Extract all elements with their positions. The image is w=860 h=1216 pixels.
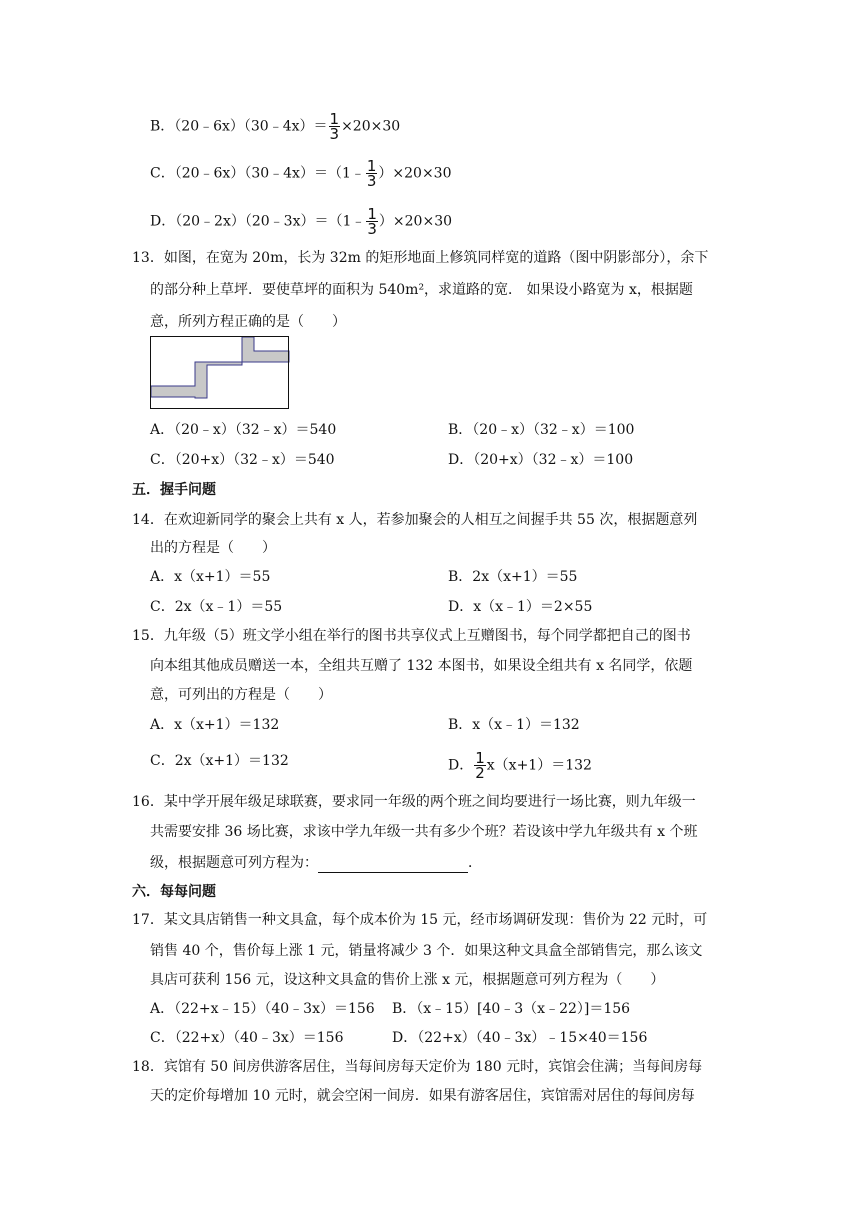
q15-option-c: C．2x（x+1）＝132 <box>150 753 289 769</box>
q18-line-1: 18．宾馆有 50 间房供游客居住，当每间房每天定价为 180 元时，宾馆会住满；当每间房每 <box>132 1059 703 1075</box>
q15-option-a: A．x（x+1）＝132 <box>150 717 280 733</box>
q17-option-b: B．（x﹣15）[40﹣3（x﹣22）]＝156 <box>392 1001 631 1017</box>
section-title-6: 六．每每问题 <box>132 884 216 900</box>
q12-option-c: C．（20﹣6x）（30﹣4x）＝（1﹣ $\frac{1}{3}$ ）×20×30 <box>150 157 452 190</box>
q12-option-b: B．（20﹣6x）（30﹣4x）＝ $\frac{1}{3}$ ×20×30 <box>150 110 401 143</box>
q13-option-b: B．（20﹣x）（32﹣x）＝100 <box>448 422 635 438</box>
q13-option-c: C．（20+x）（32﹣x）＝540 <box>150 452 335 468</box>
road-diagram <box>150 336 292 412</box>
q12-option-d: D．（20﹣2x）（20﹣3x）＝（1﹣ $\frac{1}{3}$ ）×20×30 <box>150 205 453 238</box>
section-title-5: 五．握手问题 <box>132 482 216 498</box>
q13-line-3: 意，所列方程正确的是（ ） <box>150 314 346 330</box>
fraction: $\frac{1}{3}$ <box>366 157 377 190</box>
q17-line-2: 销售 40 个，售价每上涨 1 元，销量将减少 3 个．如果这种文具盒全部销售完，那么该文 <box>150 943 703 959</box>
q14-option-d: D．x（x﹣1）＝2×55 <box>448 599 593 615</box>
q14-option-c: C．2x（x﹣1）＝55 <box>150 599 283 615</box>
q15-line-1: 15．九年级（5）班文学小组在举行的图书共享仪式上互赠图书，每个同学都把自己的图书 <box>132 628 691 644</box>
fraction: $\frac{1}{2}$ <box>475 749 485 782</box>
q15-line-2: 向本组其他成员赠送一本，全组共互赠了 132 本图书，如果设全组共有 x 名同学，依题 <box>150 658 693 674</box>
q15-line-3: 意，可列出的方程是（ ） <box>150 687 332 703</box>
q14-line-2: 出的方程是（ ） <box>150 540 276 556</box>
q15-option-d: D． $\frac{1}{2}$ x（x+1）＝132 <box>448 749 592 782</box>
q16-line-1: 16．某中学开展年级足球联赛，要求同一年级的两个班之间均要进行一场比赛，则九年级一 <box>132 794 696 810</box>
q17-line-3: 具店可获利 156 元，设这种文具盒的售价上涨 x 元，根据题意可列方程为（ ） <box>150 972 665 988</box>
q17-line-1: 17．某文具店销售一种文具盒，每个成本价为 15 元，经市场调研发现：售价为 22 元时，可 <box>132 912 708 928</box>
q17-option-a: A．（22+x﹣15）（40﹣3x）＝156 <box>150 1001 375 1017</box>
q16-line-3: 级，根据题意可列方程为： ． <box>150 855 482 871</box>
field-rectangle <box>151 337 289 409</box>
q14-option-b: B．2x（x+1）＝55 <box>448 569 578 585</box>
q14-line-1: 14．在欢迎新同学的聚会上共有 x 人，若参加聚会的人相互之间握手共 55 次，根据题意列 <box>132 512 698 528</box>
q16-line-2: 共需要安排 36 场比赛，求该中学九年级一共有多少个班？若设该中学九年级共有 x 个班 <box>150 824 698 840</box>
q17-option-c: C．（22+x）（40﹣3x）＝156 <box>150 1030 344 1046</box>
q15-option-b: B．x（x﹣1）＝132 <box>448 717 580 733</box>
answer-blank[interactable] <box>318 858 468 873</box>
q13-option-a: A．（20﹣x）（32﹣x）＝540 <box>150 422 337 438</box>
fraction: $\frac{1}{3}$ <box>367 205 377 238</box>
q13-line-1: 13．如图，在宽为 20m，长为 32m 的矩形地面上修筑同样宽的道路（图中阴影部分），余下 <box>132 250 709 266</box>
q17-option-d: D．（22+x）（40﹣3x）﹣15×40＝156 <box>392 1030 648 1046</box>
q18-line-2: 天的定价每增加 10 元时，就会空闲一间房．如果有游客居住，宾馆需对居住的每间房每 <box>150 1088 695 1104</box>
fraction: $\frac{1}{3}$ <box>329 110 340 143</box>
q13-option-d: D．（20+x）（32﹣x）＝100 <box>448 452 634 468</box>
q14-option-a: A．x（x+1）＝55 <box>150 569 271 585</box>
q13-line-2: 的部分种上草坪．要使草坪的面积为 540m²，求道路的宽． 如果设小路宽为 x，根据题 <box>150 282 693 298</box>
